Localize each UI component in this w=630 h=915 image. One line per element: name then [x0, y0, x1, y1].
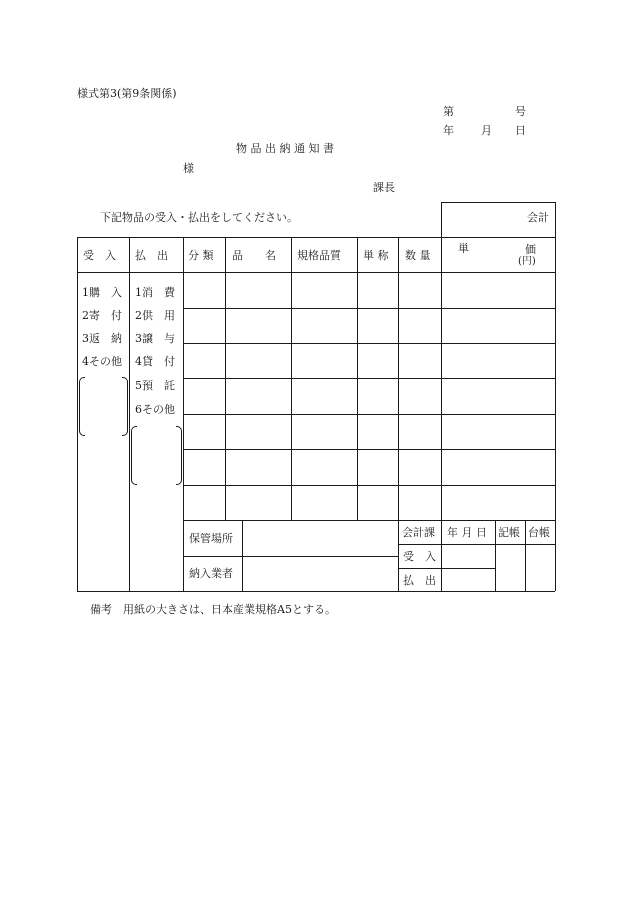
row-line-2: [183, 343, 555, 344]
receive-option: 1購 入: [82, 286, 122, 299]
receive-option: 4その他: [82, 355, 122, 368]
col-sep-ledger: [525, 520, 526, 591]
disburse-option: 2供 用: [135, 309, 175, 322]
col-sep-item: [291, 237, 292, 520]
ledger-entry-label: 記帳: [498, 526, 520, 539]
footer-receive-label: 受 入: [403, 550, 436, 563]
document-title: 物 品 出 納 通 知 書: [236, 142, 334, 155]
disburse-option: 1消 費: [135, 286, 175, 299]
disburse-other-bracket-left: [131, 426, 137, 485]
row-line-5: [183, 449, 555, 450]
footer-label-sep: [242, 520, 243, 591]
accounting-label: 会計: [527, 211, 549, 224]
col-sep-spec: [357, 237, 358, 520]
sender-title: 課長: [373, 181, 395, 194]
note-text: 備考 用紙の大きさは、日本産業規格A5とする。: [90, 603, 336, 616]
footer-right-mid-line: [398, 568, 495, 569]
addressee-suffix: 様: [183, 162, 194, 175]
table-right-border: [555, 202, 556, 591]
footer-right-header-line: [398, 544, 555, 545]
row-line-7: [183, 520, 555, 521]
col-sep-date: [495, 520, 496, 591]
col-sep-quantity: [441, 202, 442, 591]
disburse-option: 6その他: [135, 403, 175, 416]
row-line-1: [183, 308, 555, 309]
ledger-book-label: 台帳: [528, 526, 550, 539]
header-disburse: 払 出: [135, 249, 168, 262]
col-sep-receive: [129, 237, 130, 591]
footer-disburse-label: 払 出: [403, 574, 436, 587]
form-id: 様式第3(第9条関係): [77, 87, 177, 100]
header-quantity: 数 量: [405, 249, 431, 262]
receive-option: 2寄 付: [82, 309, 122, 322]
row-line-6: [183, 485, 555, 486]
table-top-line: [77, 237, 555, 238]
footer-mid-line: [183, 556, 398, 557]
header-unit-name: 単 称: [363, 249, 389, 262]
header-item-name: 品 名: [232, 249, 276, 262]
date-year-label: 年: [443, 124, 454, 137]
receive-option: 3返 納: [82, 332, 122, 345]
disburse-option: 5預 託: [135, 379, 175, 392]
number-label-dai: 第: [443, 105, 454, 118]
supplier-label: 納入業者: [189, 567, 233, 580]
header-receive: 受 入: [83, 249, 116, 262]
date-day-label: 日: [515, 124, 526, 137]
accounting-dept-label: 会計課: [402, 526, 435, 539]
date-month-label: 月: [481, 124, 492, 137]
header-unit-price: 単: [458, 242, 469, 255]
row-line-4: [183, 414, 555, 415]
instruction-text: 下記物品の受入・払出をしてください。: [100, 211, 298, 224]
row-line-3: [183, 378, 555, 379]
number-label-go: 号: [515, 105, 526, 118]
disburse-option: 4貸 付: [135, 355, 175, 368]
col-sep-unitname: [398, 237, 399, 591]
table-bottom-line: [77, 591, 555, 592]
storage-location-label: 保管場所: [189, 532, 233, 545]
header-row-bottom: [77, 272, 555, 273]
col-sep-category: [225, 237, 226, 520]
date-ymd-label: 年 月 日: [447, 526, 487, 539]
header-price: 価: [525, 243, 536, 256]
col-sep-disburse: [183, 237, 184, 591]
receive-other-bracket-right: [122, 377, 128, 436]
header-category: 分 類: [188, 249, 214, 262]
accounting-box-top: [441, 202, 555, 203]
header-price-unit: (円): [518, 256, 536, 267]
header-spec: 規格品質: [297, 249, 341, 262]
table-left-border: [77, 237, 78, 591]
disburse-other-bracket-right: [176, 426, 182, 485]
receive-other-bracket-left: [79, 377, 85, 436]
disburse-option: 3譲 与: [135, 332, 175, 345]
